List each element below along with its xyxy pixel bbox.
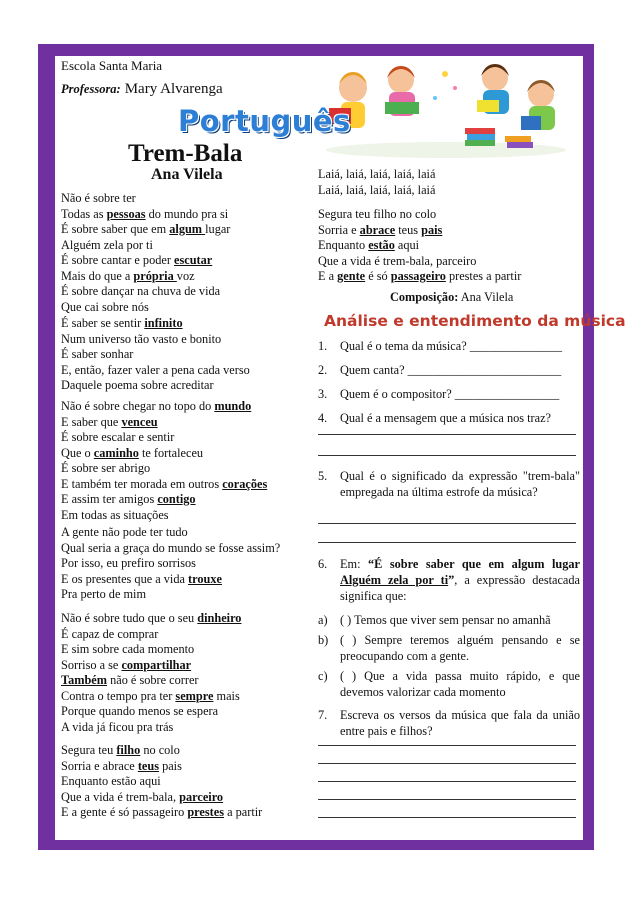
lyric-text: Que a vida é trem-bala, xyxy=(61,789,180,804)
lyric-text: É sobre cantar e poder xyxy=(61,253,175,267)
lyric-text: mais xyxy=(213,688,240,703)
highlighted-word: mundo xyxy=(214,399,252,413)
question-prefix: Em: xyxy=(340,557,369,571)
lyric-text: Laiá, laiá, laiá, laiá, laiá xyxy=(318,167,436,181)
stanza xyxy=(61,611,241,735)
lyric-text: a partir xyxy=(224,805,263,819)
question-text: Qual é a mensagem que a música nos traz? xyxy=(340,411,552,425)
highlighted-word: trouxe xyxy=(188,571,222,586)
highlighted-word: própria xyxy=(133,268,177,283)
lyric-text: Que o xyxy=(61,445,94,460)
question-4 xyxy=(318,410,580,426)
composition-value: Ana Vilela xyxy=(460,290,514,304)
lyric-line xyxy=(61,207,230,223)
question-number: 1. xyxy=(318,339,328,353)
highlighted-word: estão xyxy=(368,238,395,252)
highlighted-word: caminho xyxy=(93,445,139,460)
composition-credit xyxy=(390,290,513,305)
lyric-text: Daquele poema sobre acreditar xyxy=(61,378,214,392)
highlighted-word: Também xyxy=(61,673,108,687)
question-5 xyxy=(318,468,580,500)
lyric-text: Contra o tempo pra ter xyxy=(61,688,176,703)
highlighted-word: pais xyxy=(421,222,443,237)
lyric-text: voz xyxy=(176,268,195,283)
lyric-line xyxy=(318,254,521,270)
highlighted-word: pessoas xyxy=(106,206,146,221)
lyric-line xyxy=(61,704,241,720)
lyric-text: A vida já ficou pra trás xyxy=(61,719,174,734)
answer-line[interactable] xyxy=(318,523,576,524)
lyric-line xyxy=(61,238,230,254)
lyric-text: É saber se sentir xyxy=(61,316,145,330)
lyric-text: Sorriso a se xyxy=(61,657,122,672)
lyric-line xyxy=(61,658,241,674)
quote-highlight: Alguém zela por ti xyxy=(340,573,449,587)
lyric-text: Num universo tão vasto e bonito xyxy=(61,331,222,346)
lyric-line xyxy=(61,492,267,508)
question-6 xyxy=(318,556,580,604)
lyric-line xyxy=(61,363,250,379)
lyric-text: Pra perto de mim xyxy=(61,587,147,601)
answer-line[interactable] xyxy=(318,745,576,746)
answer-line[interactable] xyxy=(318,799,576,800)
lyric-line xyxy=(61,191,230,207)
answer-line[interactable] xyxy=(318,817,576,818)
answer-line[interactable] xyxy=(318,781,576,782)
question-text: Qual é o significado da expressão "trem-bala" empregada na última estrofe da música? xyxy=(340,469,580,499)
lyric-line xyxy=(61,525,280,541)
song-artist: Ana Vilela xyxy=(151,166,223,183)
answer-line[interactable] xyxy=(318,434,576,435)
lyric-text: pais xyxy=(159,758,182,773)
highlighted-word: passageiro xyxy=(390,269,446,283)
lyric-line xyxy=(61,269,230,285)
lyric-text: Não é sobre chegar no topo do xyxy=(61,399,215,413)
highlighted-word: sempre xyxy=(175,688,214,703)
song-title: Trem-Bala xyxy=(128,140,243,167)
lyric-line xyxy=(61,642,241,658)
lyric-text: lugar xyxy=(205,222,231,236)
lyric-text: Segura teu filho no colo xyxy=(318,207,437,221)
lyric-line xyxy=(61,347,250,363)
lyric-text: Por isso, eu prefiro sorrisos xyxy=(61,556,196,570)
lyric-line xyxy=(61,743,262,759)
lyric-line xyxy=(61,284,230,300)
lyric-text: é só xyxy=(365,269,391,283)
lyric-line xyxy=(61,611,241,627)
question-rest: , a expressão destacada significa que: xyxy=(340,573,580,603)
lyric-text: Em todas as situações xyxy=(61,507,169,522)
lyric-line xyxy=(318,183,435,199)
stanza xyxy=(318,167,435,198)
lyric-text: Enquanto estão aqui xyxy=(61,774,161,788)
quote-close: ” xyxy=(448,573,455,587)
lyric-line xyxy=(61,805,262,821)
lyric-text: E saber que xyxy=(61,414,122,429)
lyric-line xyxy=(318,223,521,239)
lyric-line xyxy=(61,759,262,775)
lyric-line xyxy=(61,572,280,588)
lyric-text: Que cai sobre nós xyxy=(61,299,149,314)
question-text: Escreva os versos da música que fala da união entre pais e filhos? xyxy=(340,708,580,738)
lyric-text: Não é sobre tudo que o seu xyxy=(61,611,198,625)
teacher-line xyxy=(61,81,223,98)
highlighted-word: compartilhar xyxy=(121,657,192,672)
option-text: ( ) Que a vida passa muito rápido, e que devemos valorizar cada momento xyxy=(340,669,580,699)
lyric-text: Que a vida é trem-bala, parceiro xyxy=(318,253,477,268)
lyric-line xyxy=(61,689,241,705)
lyric-line xyxy=(61,253,230,269)
option-letter: c) xyxy=(318,669,328,683)
answer-line[interactable] xyxy=(318,763,576,764)
lyric-text: É sobre dançar na chuva de vida xyxy=(61,284,221,298)
lyric-text: Porque quando menos se espera xyxy=(61,704,219,718)
lyric-text: Laiá, laiá, laiá, laiá, laiá xyxy=(318,182,436,197)
highlighted-word: algum xyxy=(169,222,206,236)
option-a[interactable] xyxy=(318,612,580,628)
lyric-line xyxy=(61,300,230,316)
lyric-text: É sobre saber que em xyxy=(61,222,170,236)
lyric-text: É capaz de comprar xyxy=(61,626,159,641)
question-number: 4. xyxy=(318,411,328,425)
stanza xyxy=(318,207,521,285)
lyric-line xyxy=(61,332,250,348)
lyric-text: Mais do que a xyxy=(61,268,134,283)
lyric-text: É sobre ser abrigo xyxy=(61,461,151,475)
lyric-text: Sorria e abrace xyxy=(61,758,138,773)
lyric-line xyxy=(61,790,262,806)
lyric-line xyxy=(318,167,435,183)
lyric-text: não é sobre correr xyxy=(107,673,199,687)
lyric-text: E os presentes que a vida xyxy=(61,571,189,586)
children-reading-illustration xyxy=(315,58,577,160)
teacher-label: Professora: xyxy=(61,82,121,96)
lyric-line xyxy=(61,541,280,557)
lyric-text: Qual seria a graça do mundo se fosse assim? xyxy=(61,540,281,555)
highlighted-word: filho xyxy=(116,743,141,757)
stanza xyxy=(61,316,250,394)
question-7 xyxy=(318,707,580,739)
stanza xyxy=(61,191,230,315)
question-3 xyxy=(318,386,580,402)
lyric-text: Todas as xyxy=(61,206,107,221)
lyric-text: E a xyxy=(318,269,338,283)
lyric-line xyxy=(61,774,262,790)
question-1 xyxy=(318,338,580,354)
lyric-line xyxy=(61,222,230,238)
stanza xyxy=(61,743,262,821)
lyric-text: E também ter morada em outros xyxy=(61,476,223,491)
lyric-text: E, então, fazer valer a pena cada verso xyxy=(61,362,250,377)
lyric-line xyxy=(61,446,267,462)
quote-open: “É sobre saber que em algum lugar xyxy=(368,557,580,571)
lyric-text: Alguém zela por ti xyxy=(61,237,153,252)
lyric-line xyxy=(61,587,280,603)
lyric-text: aqui xyxy=(394,238,420,252)
lyric-line xyxy=(61,673,241,689)
lyric-text: no colo xyxy=(140,743,180,757)
subject-title: Português xyxy=(178,104,351,138)
highlighted-word: escutar xyxy=(174,253,213,267)
lyric-line xyxy=(61,720,241,736)
lyric-line xyxy=(61,477,267,493)
highlighted-word: corações xyxy=(222,476,268,491)
lyric-text: E assim ter amigos xyxy=(61,492,158,506)
option-letter: b) xyxy=(318,633,329,647)
school-name: Escola Santa Maria xyxy=(61,58,163,73)
lyric-text: teus xyxy=(395,222,422,237)
highlighted-word: parceiro xyxy=(179,789,224,804)
option-c[interactable] xyxy=(318,668,580,700)
stanza xyxy=(61,399,267,523)
analysis-heading: Análise e entendimento da música xyxy=(324,312,626,330)
lyric-text: te fortaleceu xyxy=(138,445,204,460)
lyric-text: E sim sobre cada momento xyxy=(61,642,195,656)
lyric-line xyxy=(61,556,280,572)
lyric-text: Não é sobre ter xyxy=(61,191,136,205)
highlighted-word: prestes xyxy=(187,805,225,819)
highlighted-word: dinheiro xyxy=(197,611,242,625)
teacher-name: Mary Alvarenga xyxy=(124,81,223,97)
question-number: 3. xyxy=(318,387,328,401)
highlighted-word: teus xyxy=(137,758,159,773)
lyric-line xyxy=(61,378,250,394)
option-b[interactable] xyxy=(318,632,580,664)
lyric-line xyxy=(61,399,267,415)
lyric-text: E a gente é só passageiro xyxy=(61,805,188,819)
lyric-text: A gente não pode ter tudo xyxy=(61,525,188,539)
highlighted-word: infinito xyxy=(144,316,183,330)
lyric-line xyxy=(61,508,267,524)
option-text: ( ) Temos que viver sem pensar no amanhã xyxy=(340,613,551,627)
lyric-text: do mundo pra si xyxy=(145,206,229,221)
answer-line[interactable] xyxy=(318,455,576,456)
question-number: 6. xyxy=(318,557,328,571)
highlighted-word: contigo xyxy=(157,492,196,506)
lyric-line xyxy=(61,430,267,446)
lyric-text: Enquanto xyxy=(318,238,369,252)
lyric-text: Segura teu xyxy=(61,743,117,757)
question-text: Quem é o compositor? _________________ xyxy=(340,387,560,401)
lyric-line xyxy=(318,238,521,254)
stanza xyxy=(61,525,280,603)
lyric-line xyxy=(318,207,521,223)
lyric-text: É saber sonhar xyxy=(61,347,134,361)
question-text: Qual é o tema da música? _______________ xyxy=(340,339,562,353)
lyric-line xyxy=(61,316,250,332)
question-number: 7. xyxy=(318,708,328,722)
highlighted-word: gente xyxy=(337,269,366,283)
composition-label: Composição: xyxy=(390,290,459,304)
lyric-text: prestes a partir xyxy=(445,269,522,283)
question-2 xyxy=(318,362,580,378)
highlighted-word: abrace xyxy=(359,222,396,237)
lyric-line xyxy=(61,627,241,643)
question-text: Quem canta? _________________________ xyxy=(340,363,562,377)
answer-line[interactable] xyxy=(318,542,576,543)
question-number: 5. xyxy=(318,469,328,483)
lyric-line xyxy=(318,269,521,285)
lyric-text: Sorria e xyxy=(318,222,360,237)
question-text xyxy=(340,556,580,604)
lyric-text: É sobre escalar e sentir xyxy=(61,430,175,444)
highlighted-word: venceu xyxy=(121,414,158,429)
option-letter: a) xyxy=(318,613,328,627)
lyric-line xyxy=(61,415,267,431)
question-number: 2. xyxy=(318,363,328,377)
option-text: ( ) Sempre teremos alguém pensando e se preocupando com a gente. xyxy=(340,633,580,663)
lyric-line xyxy=(61,461,267,477)
